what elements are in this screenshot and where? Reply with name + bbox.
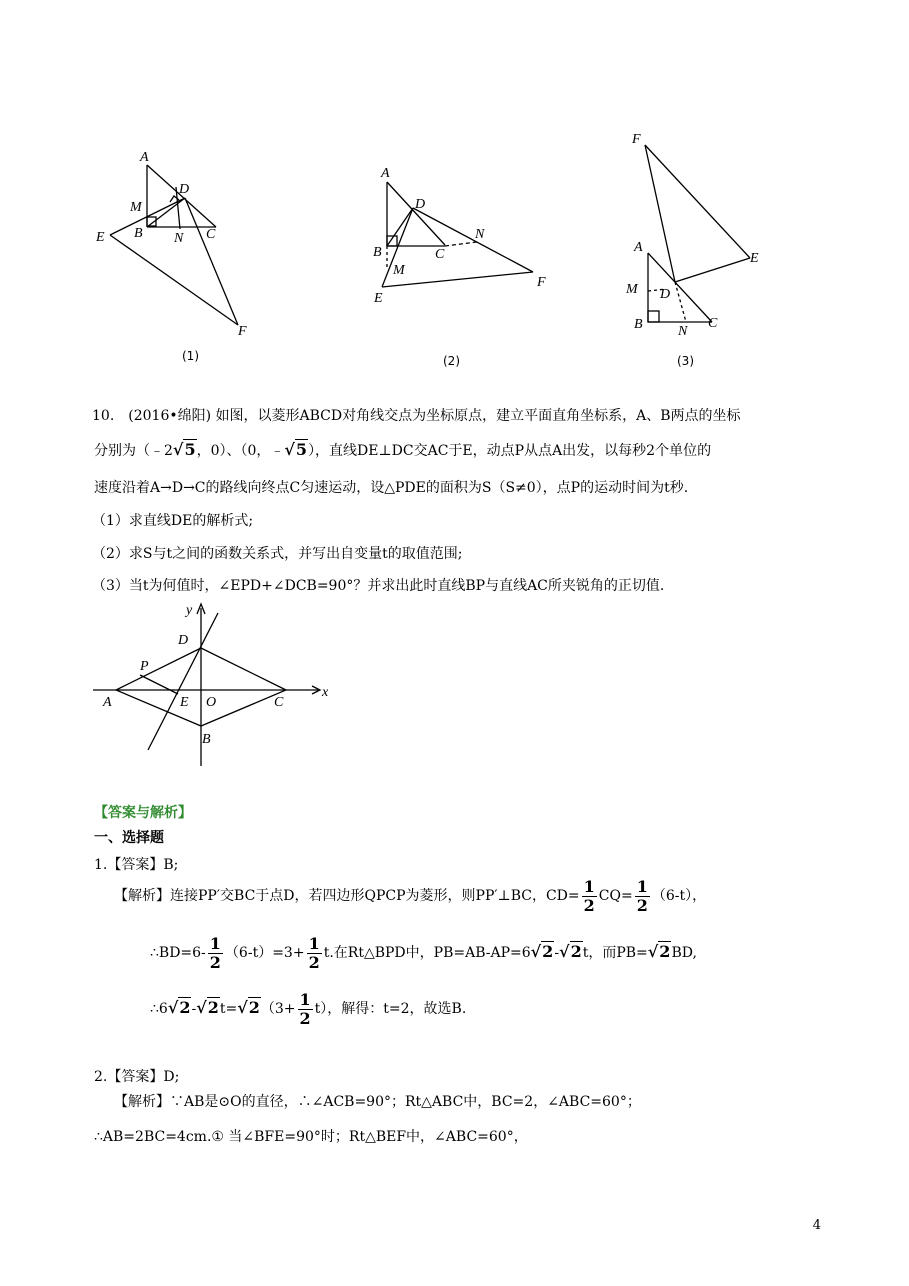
answer2-line1: 【解析】∵AB是⊙O的直径，∴∠ACB=90°；Rt△ABC中，BC=2，∠ABC=60°； (114, 1094, 641, 1110)
fig2-label-F: F (537, 275, 546, 290)
figure-1 (90, 145, 260, 370)
fig2-label-C: C (435, 247, 445, 262)
fig2-label-D: D (415, 197, 426, 212)
problem10-line1: 10. (2016•绵阳) 如图，以菱形ABCD对角线交点为坐标原点，建立平面直角坐标系，A、B两点的坐标 (92, 408, 741, 424)
fig1-label-A: A (140, 150, 149, 165)
fig3-label-D: D (660, 287, 671, 302)
fig2-caption: (2) (443, 354, 460, 368)
sqrt-2: √2 (647, 942, 671, 961)
fig1-caption: (1) (182, 349, 199, 363)
problem10-line2-a: 分别为（﹣2 (94, 443, 173, 459)
fig3-label-N: N (678, 324, 688, 339)
fig2-label-A: A (381, 166, 390, 181)
figure-2 (365, 160, 565, 375)
answer1-line2: ∴BD=6- $\frac{1}{2}$ （6-t）=3+ $\frac{1}{2}$ t.在Rt△BPD中，PB=AB-AP=6√2-√2t，而PB=√2BD, (150, 933, 697, 972)
sqrt-2: √2 (559, 942, 582, 961)
problem10-line2 (94, 440, 711, 461)
coord-label-E: E (180, 695, 189, 710)
coordinate-figure (88, 598, 348, 773)
coord-label-D: D (178, 633, 189, 648)
fig3-label-B: B (634, 317, 643, 332)
fig2-label-N: N (475, 227, 485, 242)
sqrt-2: √2 (237, 998, 260, 1017)
answer1-line3: ∴6√2-√2t=√2（3+ $\frac{1}{2}$ t），解得：t=2，故选B. (150, 989, 467, 1028)
answer2-line2: ∴AB=2BC=4cm.① 当∠BFE=90°时；Rt△BEF中，∠ABC=60°， (94, 1129, 528, 1145)
fig3-label-M: M (626, 282, 638, 297)
fig2-label-M: M (393, 263, 405, 278)
coord-label-O: O (206, 695, 217, 710)
fig1-label-D: D (179, 182, 190, 197)
problem10-line3: 速度沿着A→D→C的路线向终点C匀速运动，设△PDE的面积为S（S≠0），点P的运动时间为t秒. (94, 480, 689, 496)
fig3-caption: (3) (677, 354, 694, 368)
coord-label-B: B (202, 732, 211, 747)
problem10-line2-b: ，0）、（0，﹣ (196, 443, 285, 459)
fig3-label-C: C (708, 316, 718, 331)
answer1-line1: 【解析】连接PP′交BC于点D，若四边形QPCP为菱形，则PP′⊥BC，CD= $\frac{1}{2}$ CQ= $\frac{1}{2}$ （6-t）， (114, 876, 707, 915)
answer2-head: 2.【答案】D; (94, 1069, 180, 1085)
fig3-label-E: E (750, 251, 759, 266)
coord-label-C: C (274, 695, 284, 710)
answer1-head: 1.【答案】B; (94, 857, 179, 873)
fig2-label-E: E (374, 291, 383, 306)
fraction-half: $\frac{1}{2}$ (583, 876, 595, 915)
fig1-label-F: F (238, 324, 247, 339)
sqrt-2: √2 (530, 942, 554, 961)
answers-part-title: 一、选择题 (94, 830, 164, 846)
problem10-q3: （3）当t为何值时，∠EPD+∠DCB=90°？并求出此时直线BP与直线AC所夹锐角的正切值. (92, 578, 665, 594)
fig1-label-C: C (206, 227, 216, 242)
fraction-half: $\frac{1}{2}$ (209, 933, 221, 972)
coord-label-A: A (103, 695, 112, 710)
coord-label-y: y (186, 603, 193, 618)
fig2-label-B: B (373, 245, 382, 260)
sqrt-2: √2 (196, 998, 219, 1017)
fig1-label-E: E (96, 230, 105, 245)
sqrt-5-first: √5 (172, 440, 196, 459)
fraction-half: $\frac{1}{2}$ (308, 933, 320, 972)
fig1-label-N: N (174, 231, 184, 246)
page-number: 4 (812, 1218, 821, 1233)
sqrt-2: √2 (167, 998, 191, 1017)
fig1-label-B: B (134, 226, 143, 241)
figure-3 (620, 125, 770, 375)
coord-label-x: x (322, 685, 329, 700)
sqrt-5-second: √5 (284, 440, 308, 459)
answers-section-title: 【答案与解析】 (94, 805, 192, 821)
fig3-label-A: A (634, 240, 643, 255)
coord-label-P: P (140, 659, 149, 674)
problem10-q1: （1）求直线DE的解析式; (92, 513, 254, 529)
problem10-line2-c: ），直线DE⊥DC交AC于E，动点P从点A出发，以每秒2个单位的 (308, 443, 712, 459)
fraction-half: $\frac{1}{2}$ (636, 876, 648, 915)
problem10-q2: （2）求S与t之间的函数关系式，并写出自变量t的取值范围; (92, 546, 463, 562)
fraction-half: $\frac{1}{2}$ (299, 989, 311, 1028)
fig1-label-M: M (130, 200, 142, 215)
fig3-label-F: F (632, 132, 641, 147)
